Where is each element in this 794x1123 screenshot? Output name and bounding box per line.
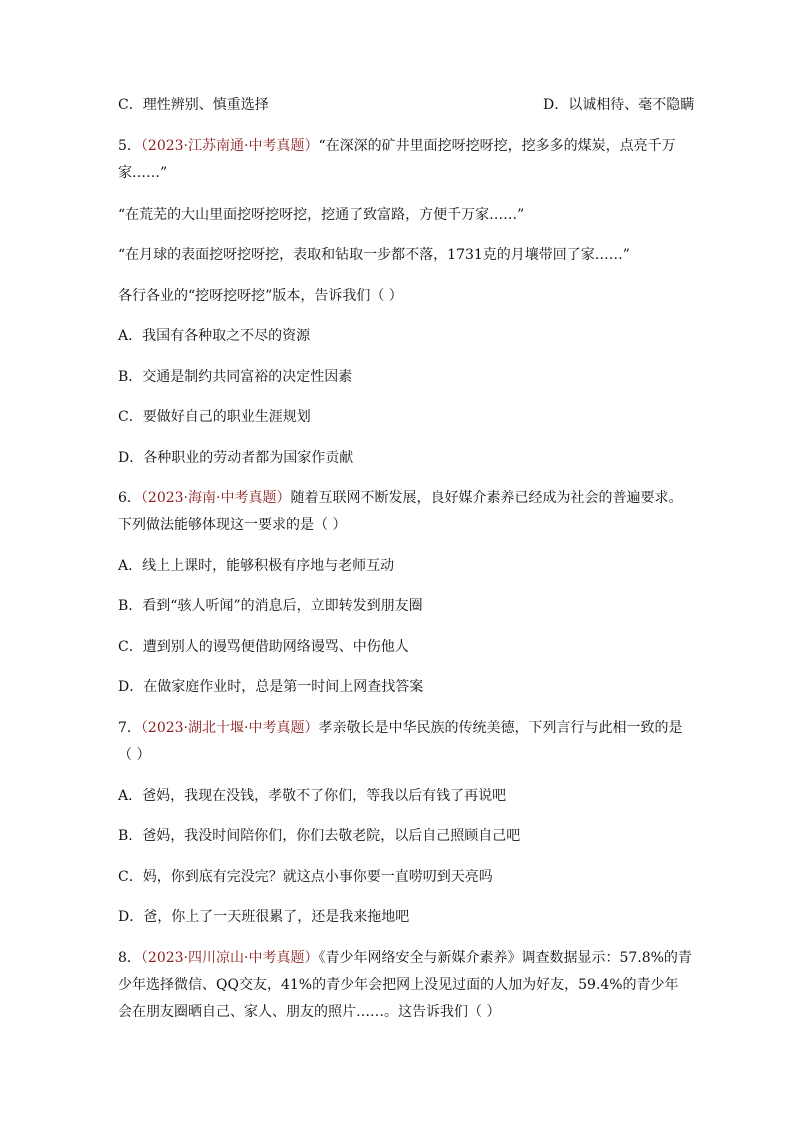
- q5-source-open: （: [140, 138, 148, 154]
- q6-stem-line2: 下列做法能够体现这一要求的是（ ）: [118, 517, 347, 533]
- q5-source[interactable]: 2023·江苏南通·中考真题: [147, 138, 305, 154]
- q5-source-close: ）: [304, 138, 319, 154]
- q5-option-c: C．要做好自己的职业生涯规划: [118, 409, 311, 425]
- q7-option-d: D．爸，你上了一天班很累了，还是我来拖地吧: [118, 909, 410, 925]
- q7-stem-line2: （ ）: [118, 747, 151, 763]
- q6-option-b: B．看到“骇人听闻”的消息后，立即转发到朋友圈: [118, 598, 423, 614]
- q6-stem-text: 随着互联网不断发展，良好媒介素养已经成为社会的普遍要求。: [290, 490, 683, 506]
- q7-option-a: A．爸妈，我现在没钱，孝敬不了你们，等我以后有钱了再说吧: [118, 788, 507, 804]
- q6-option-a: A．线上上课时，能够积极有序地与老师互动: [118, 558, 395, 574]
- q8-number: 8．: [118, 950, 141, 966]
- q5-number: 5．: [118, 138, 141, 154]
- q8-stem-line3: 会在朋友圈晒自己、家人、朋友的照片……。这告诉我们（ ）: [118, 1004, 501, 1020]
- q7-stem-text: 孝亲敬长是中华民族的传统美德，下列言行与此相一致的是: [318, 720, 683, 736]
- q4-option-c: C．理性辨别、慎重选择: [118, 97, 269, 113]
- q6-option-d: D．在做家庭作业时，总是第一时间上网查找答案: [118, 679, 424, 695]
- q8-stem-line1: [118, 948, 692, 968]
- q5-option-d: D．各种职业的劳动者都为国家作贡献: [118, 450, 354, 466]
- q7-stem-line1: [118, 718, 682, 738]
- q8-source-open: （: [140, 950, 148, 966]
- q5-option-a: A．我国有各种取之不尽的资源: [118, 328, 311, 344]
- q5-stem-text: “在深深的矿井里面挖呀挖呀挖，挖多多的煤炭，点亮千万: [318, 138, 676, 154]
- q7-source-close: ）: [304, 720, 319, 736]
- q7-option-b: B．爸妈，我没时间陪你们，你们去敬老院，以后自己照顾自己吧: [118, 828, 521, 844]
- q7-source[interactable]: 2023·湖北十堰·中考真题: [147, 720, 305, 736]
- q6-number: 6．: [118, 490, 141, 506]
- q8-source[interactable]: 2023·四川凉山·中考真题: [147, 950, 305, 966]
- q4-options-row: [118, 95, 718, 115]
- q8-source-close: ）: [304, 950, 319, 966]
- q6-option-c: C．遭到别人的谩骂便借助网络谩骂、中伤他人: [118, 639, 409, 655]
- q5-stem-line2: 家……”: [118, 165, 168, 181]
- q7-option-c: C．妈，你到底有完没完？就这点小事你要一直唠叨到天亮吗: [118, 869, 493, 885]
- q5-quote3: “在月球的表面挖呀挖呀挖，表取和钻取一步都不落，1731克的月壤带回了家……”: [118, 247, 630, 263]
- q7-source-open: （: [140, 720, 148, 736]
- q5-option-b: B．交通是制约共同富裕的决定性因素: [118, 369, 353, 385]
- q4-option-d: D．以诚相待、毫不隐瞒: [543, 97, 695, 113]
- q5-quote2: “在荒芜的大山里面挖呀挖呀挖，挖通了致富路，方便千万家……”: [118, 207, 525, 223]
- q7-number: 7．: [118, 720, 141, 736]
- q6-stem-line1: [118, 488, 682, 508]
- q6-source-open: （: [140, 490, 148, 506]
- q6-source-close: ）: [276, 490, 291, 506]
- q8-stem-text: 《青少年网络安全与新媒介素养》调查数据显示：57.8%的青: [318, 950, 692, 966]
- q6-source[interactable]: 2023·海南·中考真题: [147, 490, 277, 506]
- q8-stem-line2: 少年选择微信、QQ交友，41%的青少年会把网上没见过面的人加为好友，59.4%的青少年: [118, 977, 679, 993]
- q5-stem-line1: [118, 136, 676, 156]
- q5-question: 各行各业的“挖呀挖呀挖”版本，告诉我们（ ）: [118, 288, 403, 304]
